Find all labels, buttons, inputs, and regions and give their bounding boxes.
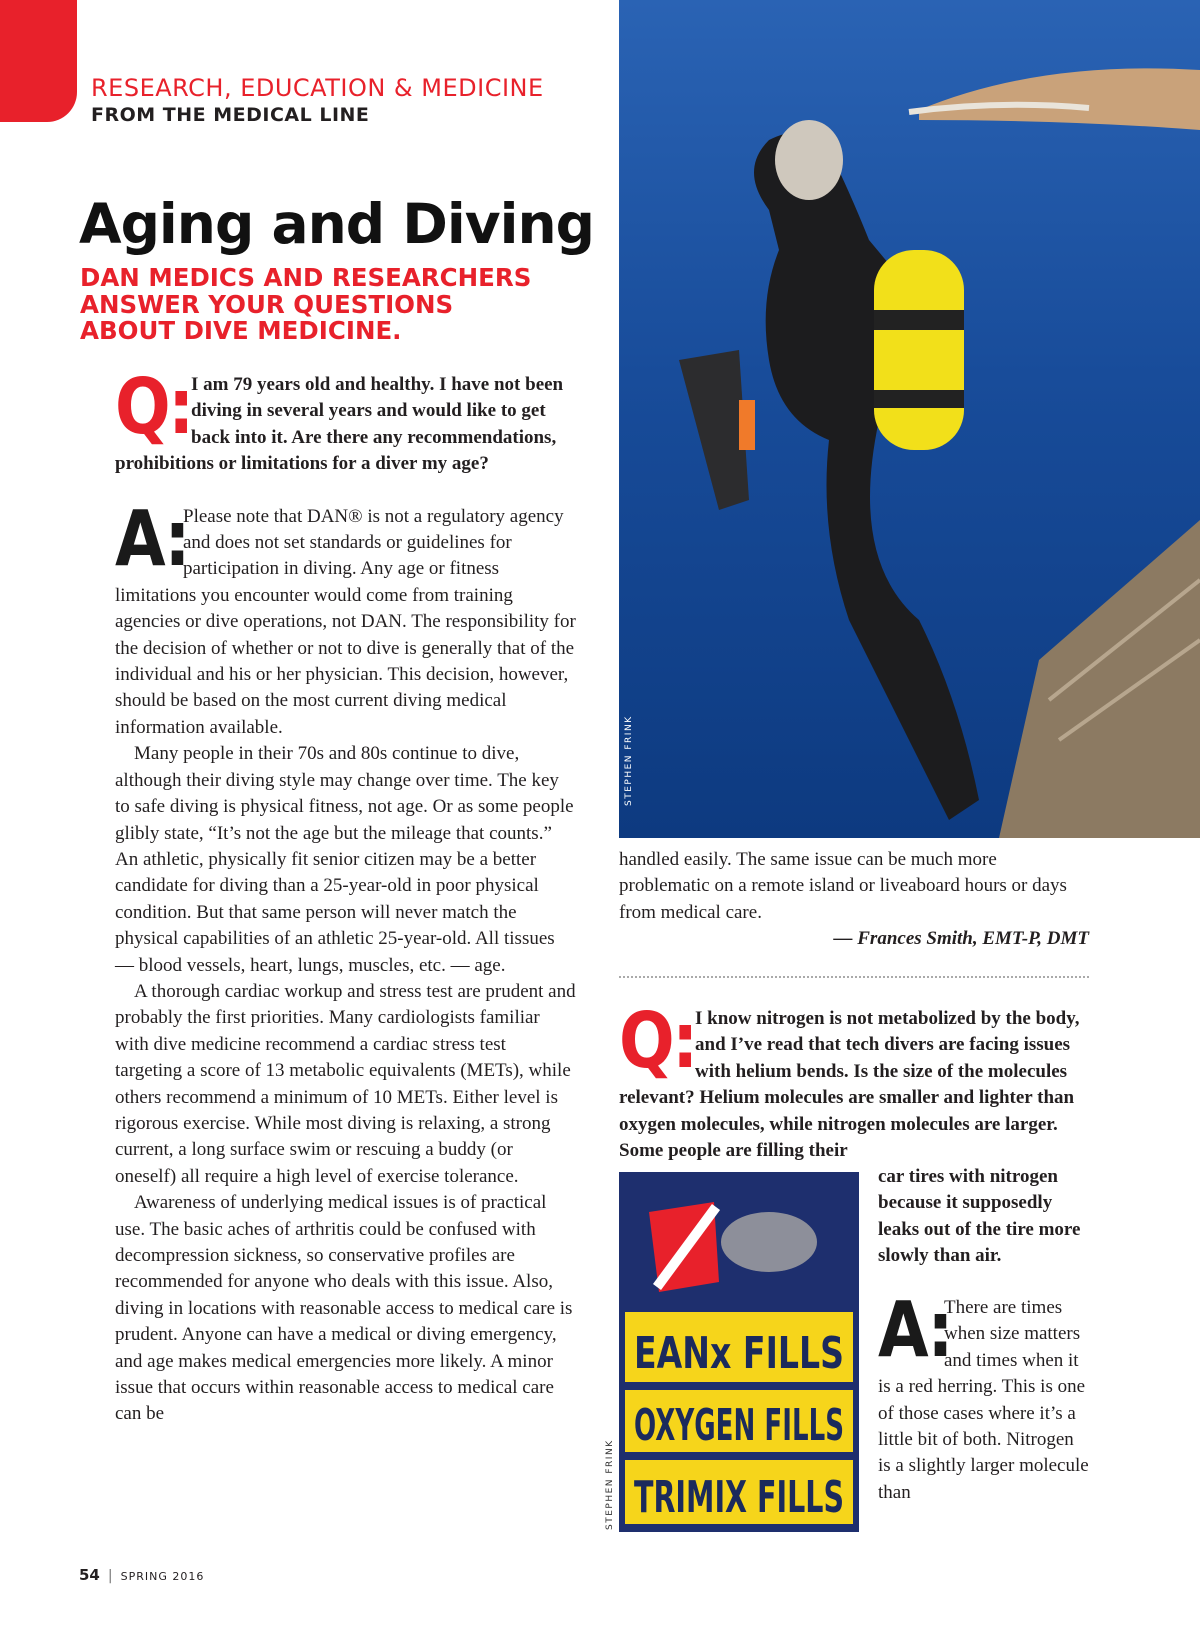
answer-1-paragraph-1: Please note that DAN® is not a regulatory agency and does not set standards or guidelines for participation in diving. Any age or fitness limitations you encounter would come from training agencies or dive operations, not DAN. The responsibility for the decision of whether or not to dive is generally that of the individual and his or her physician. This decision, however, should be based on the most current diving medical information available. xyxy=(115,505,576,738)
fills-photo-credit: STEPHEN FRINK xyxy=(605,1439,615,1530)
fills-sign-illustration xyxy=(619,1172,859,1532)
sign-line-3: TRIMIX FILLS xyxy=(634,1472,844,1523)
subsection-title: FROM THE MEDICAL LINE xyxy=(91,104,370,126)
answer-2 xyxy=(878,1286,1089,1506)
answer-1-signature: — Frances Smith, EMT-P, DMT xyxy=(833,928,1089,950)
answer-1-letter: A: xyxy=(115,494,188,584)
section-divider xyxy=(619,976,1089,978)
answer-2-letter: A: xyxy=(878,1286,951,1375)
right-column-upper xyxy=(619,847,1089,953)
sign-line-2: OXYGEN FILLS xyxy=(634,1400,844,1451)
section-tab xyxy=(0,0,77,122)
answer-1-paragraph-4: Awareness of underlying medical issues is of practical use. The basic aches of arthritis could be confused with decompression sickness, so conservative profiles are recommended for anyone who deals with this issue. Also, diving in locations with reasonable access to medical care is prudent. Anyone can have a medical or diving emergency, and age makes medical emergencies more likely. A minor issue that occurs within reasonable access to medical care can be xyxy=(115,1192,573,1425)
answer-1-paragraph-2: Many people in their 70s and 80s continue to dive, although their diving style may change over time. The key to safe diving is physical fitness, not age. Or as some people glibly state, “It’s not the age but the mileage that counts.” An athletic, physically fit senior citizen may be a better candidate for diving than a 25-year-old in poor physical condition. But that same person will never match the physical capabilities of an athletic 25-year-old. All tissues — blood vessels, heart, lungs, muscles, etc. — age. xyxy=(115,743,574,976)
question-2-text-b: car tires with nitrogen because it supposedly leaks out of the tire more slowly than air. xyxy=(878,1166,1081,1267)
question-2-letter: Q: xyxy=(619,997,696,1086)
answer-1-continued: handled easily. The same issue can be much more problematic on a remote island or liveaboard hours or days from medical care. xyxy=(619,849,1067,923)
article-subtitle: DAN MEDICS AND RESEARCHERS ANSWER YOUR QUESTIONS ABOUT DIVE MEDICINE. xyxy=(80,263,532,345)
section-title: RESEARCH, EDUCATION & MEDICINE xyxy=(91,74,544,102)
question-1 xyxy=(115,363,577,478)
diver-photo xyxy=(619,0,1200,838)
page-footer: 54 | SPRING 2016 xyxy=(79,1566,205,1584)
answer-1-paragraph-3: A thorough cardiac workup and stress test are prudent and probably the first priorities. Many cardiologists familiar with dive medicine recommend a cardiac stress test targeting a score of 13 metabolic equivalents (METs), while others recommend a minimum of 10 METs. Either level is rigorous exercise. While most diving is relaxing, a strong current, a long surface swim or rescuing a buddy (or oneself) all require a high level of exercise tolerance. xyxy=(115,980,576,1187)
page-number: 54 xyxy=(79,1566,100,1584)
diver-illustration xyxy=(619,0,1200,838)
answer-1 xyxy=(115,494,577,1428)
question-1-letter: Q: xyxy=(115,363,192,452)
left-column xyxy=(115,363,577,1428)
article-title: Aging and Diving xyxy=(79,192,594,256)
question-2 xyxy=(619,997,1089,1164)
issue-label: SPRING 2016 xyxy=(120,1570,205,1583)
sign-line-1: EANx FILLS xyxy=(634,1328,844,1379)
section-header xyxy=(91,74,544,128)
fills-sign-photo xyxy=(619,1172,859,1532)
question-2-text-a: I know nitrogen is not metabolized by the body, and I’ve read that tech divers are facing issues with helium bends. Is the size of the molecules relevant? Helium molecules are smaller and lighter than oxygen molecules, while nitrogen molecules are larger. Some people are filling their xyxy=(619,1008,1080,1162)
answer-2-text: There are times when size matters and times when it is a red herring. This is one of those cases where it’s a little bit of both. Nitrogen is a slightly larger molecule than xyxy=(878,1297,1089,1503)
question-1-text: I am 79 years old and healthy. I have not been diving in several years and would like to get back into it. Are there any recommendations, prohibitions or limitations for a diver my age? xyxy=(115,374,564,475)
question-2-continued xyxy=(878,1164,1089,1270)
diver-photo-credit: STEPHEN FRINK xyxy=(624,715,634,806)
